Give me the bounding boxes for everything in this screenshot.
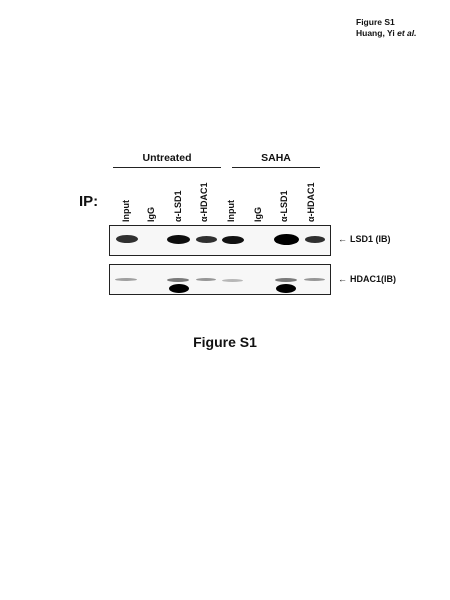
band-hdac1-lane7-lower — [276, 284, 296, 293]
band-lsd1-lane1 — [116, 235, 138, 243]
authors-suffix: et al. — [397, 27, 417, 38]
band-lsd1-lane4 — [196, 236, 217, 243]
figure-label: Figure S1 — [356, 17, 395, 27]
lane-label-6: IgG — [253, 207, 263, 222]
band-lsd1-lane7 — [274, 234, 299, 245]
band-hdac1-lane4 — [196, 278, 216, 281]
band-hdac1-lane3-lower — [169, 284, 189, 293]
blot-lsd1 — [109, 225, 331, 256]
lane-label-7: α-LSD1 — [279, 190, 289, 222]
lane-label-1: Input — [121, 200, 131, 222]
band-lsd1-lane3 — [167, 235, 190, 244]
blot-label-hdac1: ← HDAC1(IB) — [338, 274, 396, 284]
blot-hdac1 — [109, 264, 331, 295]
ip-label: IP: — [79, 193, 99, 210]
band-lsd1-lane8 — [305, 236, 325, 243]
band-hdac1-lane5 — [222, 279, 243, 282]
blot-label-lsd1: ← LSD1 (IB) — [338, 234, 391, 244]
arrow-left-icon: ← — [338, 234, 347, 244]
lane-label-3: α-LSD1 — [173, 190, 183, 222]
band-hdac1-lane8 — [304, 278, 325, 281]
lane-label-5: Input — [226, 200, 236, 222]
group-saha: SAHA — [261, 152, 291, 164]
author-line — [356, 28, 416, 39]
figure-header — [356, 17, 416, 38]
arrow-left-icon: ← — [338, 274, 347, 284]
band-hdac1-lane1 — [115, 278, 137, 281]
band-hdac1-lane7 — [275, 278, 297, 282]
figure-caption: Figure S1 — [193, 334, 257, 350]
band-hdac1-lane3 — [167, 278, 189, 282]
lane-label-8: α-HDAC1 — [306, 182, 316, 222]
lane-label-2: IgG — [146, 207, 156, 222]
authors: Huang, Yi — [356, 27, 395, 38]
lane-label-4: α-HDAC1 — [199, 182, 209, 222]
group-untreated: Untreated — [142, 152, 192, 164]
band-lsd1-lane5 — [222, 236, 244, 244]
